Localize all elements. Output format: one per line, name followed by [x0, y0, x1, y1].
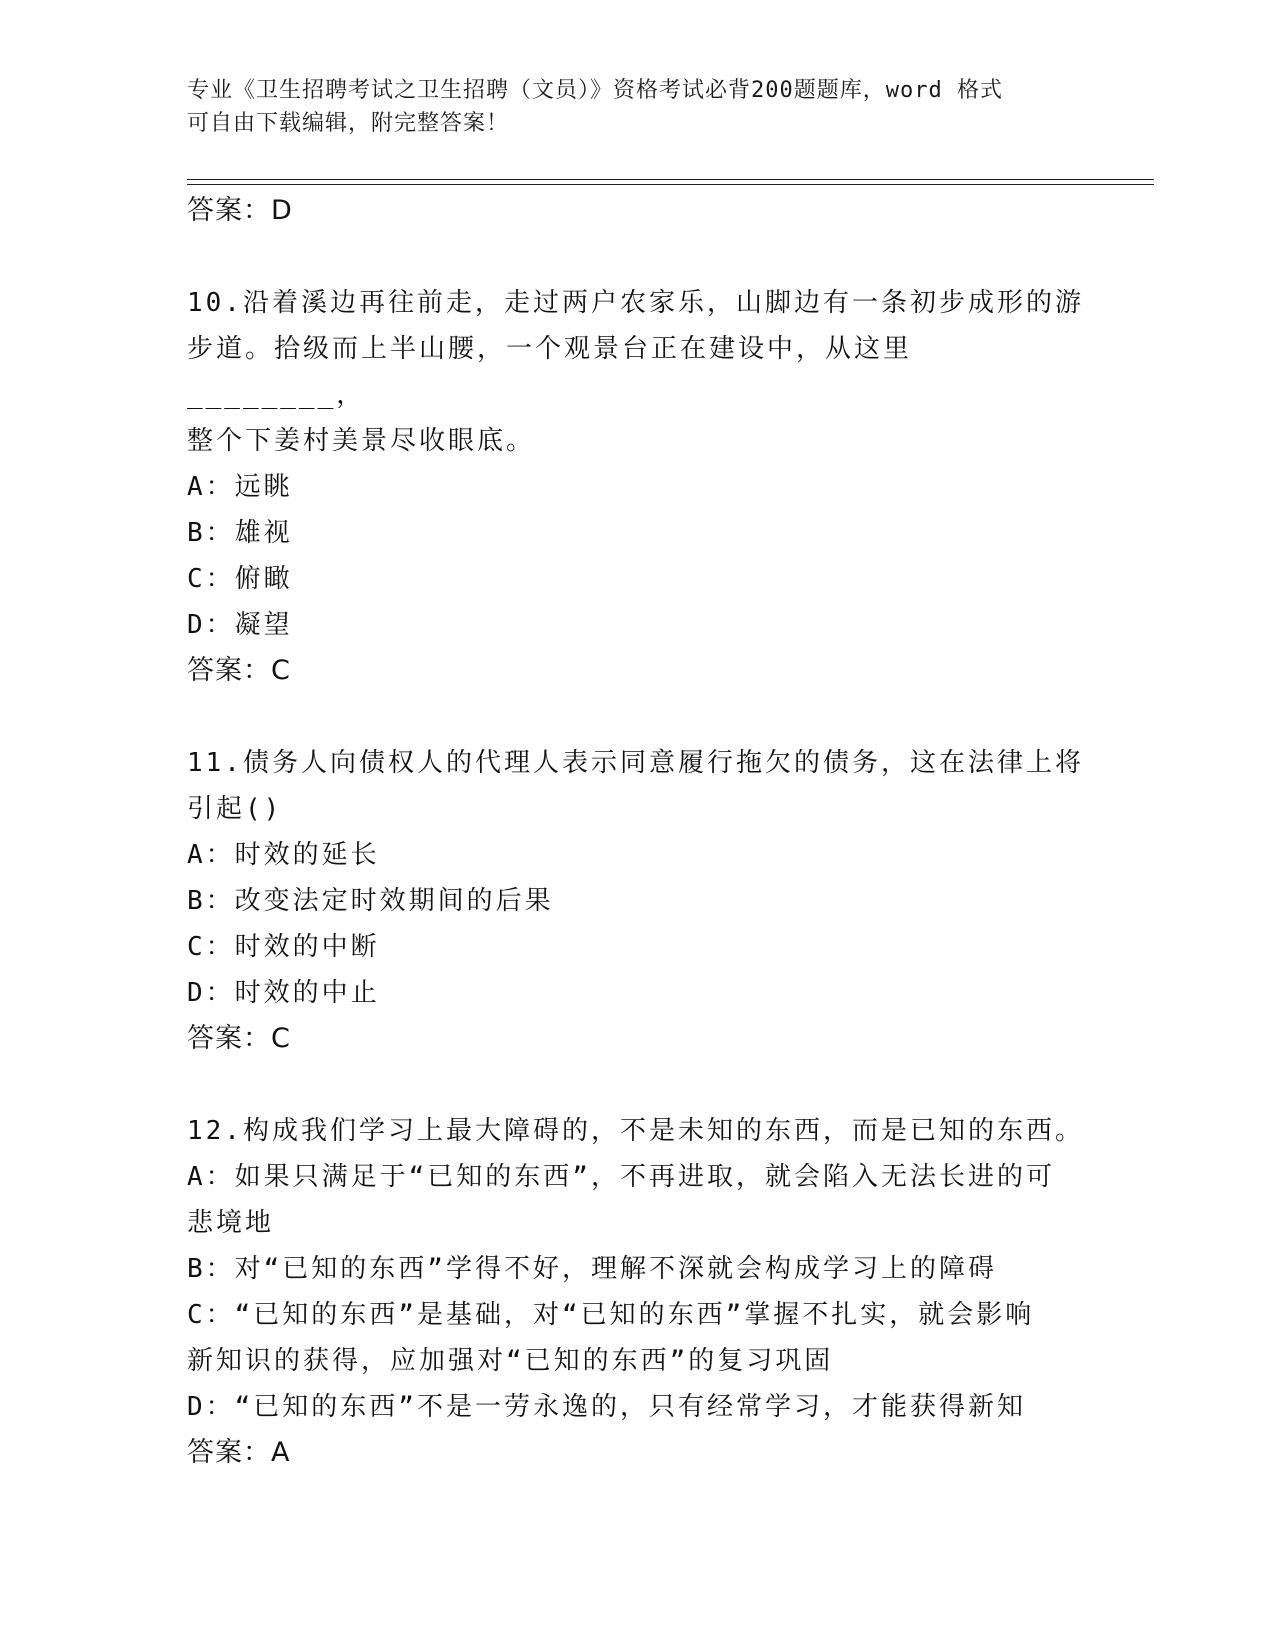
question-stem-line: 整个下姜村美景尽收眼底。	[187, 426, 536, 456]
option-a: A：如果只满足于“已知的东西”，不再进取，就会陷入无法长进的可	[187, 1162, 1055, 1192]
question-12	[187, 1108, 1087, 1476]
header-line-2: 可自由下载编辑，附完整答案！	[187, 111, 510, 136]
document-body	[187, 188, 1087, 1476]
option-c: C：时效的中断	[187, 932, 380, 962]
header-divider-top	[187, 179, 1154, 180]
document-header	[187, 74, 1067, 140]
option-c: C：俯瞰	[187, 564, 293, 594]
option-d: D：凝望	[187, 610, 293, 640]
option-b: B：对“已知的东西”学得不好，理解不深就会构成学习上的障碍	[187, 1254, 997, 1284]
option-c-continued: 新知识的获得，应加强对“已知的东西”的复习巩固	[187, 1346, 834, 1376]
option-b: B：改变法定时效期间的后果	[187, 886, 554, 916]
option-d: D：时效的中止	[187, 978, 380, 1008]
question-stem-line: 11.债务人向债权人的代理人表示同意履行拖欠的债务，这在法律上将	[187, 748, 1084, 778]
option-a: A：时效的延长	[187, 840, 380, 870]
option-c: C：“已知的东西”是基础，对“已知的东西”掌握不扎实，就会影响	[187, 1300, 1035, 1330]
answer: 答案：C	[187, 655, 291, 686]
previous-answer: 答案：D	[187, 195, 293, 226]
option-a: A：远眺	[187, 472, 293, 502]
option-d: D：“已知的东西”不是一劳永逸的，只有经常学习，才能获得新知	[187, 1392, 1026, 1422]
question-11	[187, 740, 1087, 1062]
question-stem-line: 引起()	[187, 794, 283, 824]
question-10	[187, 280, 1087, 694]
question-stem-line: 12.构成我们学习上最大障碍的，不是未知的东西，而是已知的东西。	[187, 1116, 1084, 1146]
question-stem-line: 步道。拾级而上半山腰，一个观景台正在建设中，从这里________，	[187, 334, 913, 410]
answer: 答案：C	[187, 1023, 291, 1054]
option-b: B：雄视	[187, 518, 293, 548]
answer: 答案：A	[187, 1437, 291, 1468]
question-stem-line: 10.沿着溪边再往前走，走过两户农家乐，山脚边有一条初步成形的游	[187, 288, 1084, 318]
header-divider-bottom	[187, 184, 1154, 185]
header-line-1: 专业《卫生招聘考试之卫生招聘（文员）》资格考试必背200题题库，word 格式	[187, 78, 1003, 103]
option-a-continued: 悲境地	[187, 1208, 275, 1238]
